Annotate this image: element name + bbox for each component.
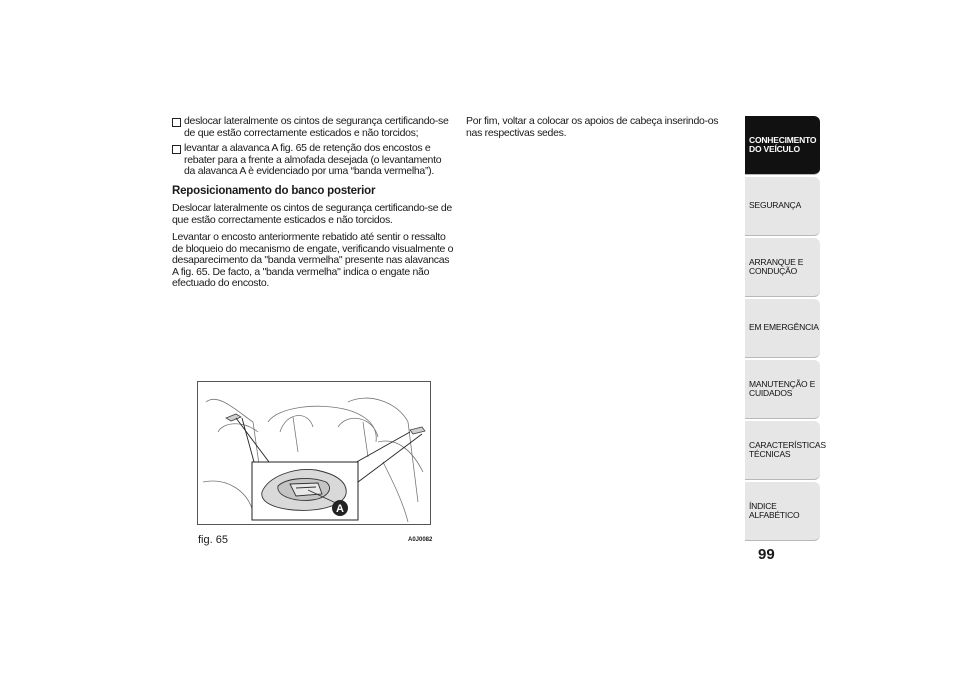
checkbox-bullet-icon [172, 145, 181, 154]
section-heading: Reposicionamento do banco posterior [172, 184, 376, 197]
left-column [172, 116, 454, 296]
tab-conhecimento-do-veiculo[interactable]: CONHECIMENTO DO VEÍCULO [745, 116, 820, 175]
figure-caption: fig. 65 [198, 534, 228, 546]
paragraph: Deslocar lateralmente os cintos de segurança certificando-se de que estão correctamente esticados e não torcidos. [172, 202, 452, 226]
tab-indice-alfabetico[interactable]: ÍNDICE ALFABÉTICO [745, 482, 820, 541]
tab-caracteristicas-tecnicas[interactable]: CARACTERÍSTICAS TÉCNICAS [745, 421, 820, 480]
checkbox-bullet-icon [172, 118, 181, 127]
bullet-item: deslocar lateralmente os cintos de segurança certificando-se de que estão correctamente esticados e não torcidos; [172, 116, 454, 139]
tab-manutencao-e-cuidados[interactable]: MANUTENÇÃO E CUIDADOS [745, 360, 820, 419]
tab-arranque-e-conducao[interactable]: ARRANQUE E CONDUÇÃO [745, 238, 820, 297]
page-number: 99 [758, 546, 775, 563]
tab-seguranca[interactable]: SEGURANÇA [745, 177, 820, 236]
paragraph: Por fim, voltar a colocar os apoios de cabeça inserindo-os nas respectivas sedes. [466, 115, 719, 139]
rear-seat-lever-illustration [198, 382, 430, 524]
right-column [466, 116, 728, 145]
chapter-sidebar [745, 116, 826, 543]
tab-em-emergencia[interactable]: EM EMERGÊNCIA [745, 299, 820, 358]
figure-code: A0J0082 [408, 537, 433, 543]
bullet-item: levantar a alavanca A fig. 65 de retenção dos encostos e rebater para a frente a almofada desejada (o levantamento da alavanca A è evidenciado por uma “banda vermelha”). [172, 143, 454, 178]
callout-label: A [336, 503, 344, 515]
figure-illustration [197, 381, 431, 525]
paragraph: Levantar o encosto anteriormente rebatido até sentir o ressalto de bloqueio do mecanismo de engate, verificando visualmente o desaparecimento da "banda vermelha" presente nas alavancas A fig. 65. De facto, a "banda vermelha" indica o engate não efectuado do encosto. [172, 231, 454, 289]
